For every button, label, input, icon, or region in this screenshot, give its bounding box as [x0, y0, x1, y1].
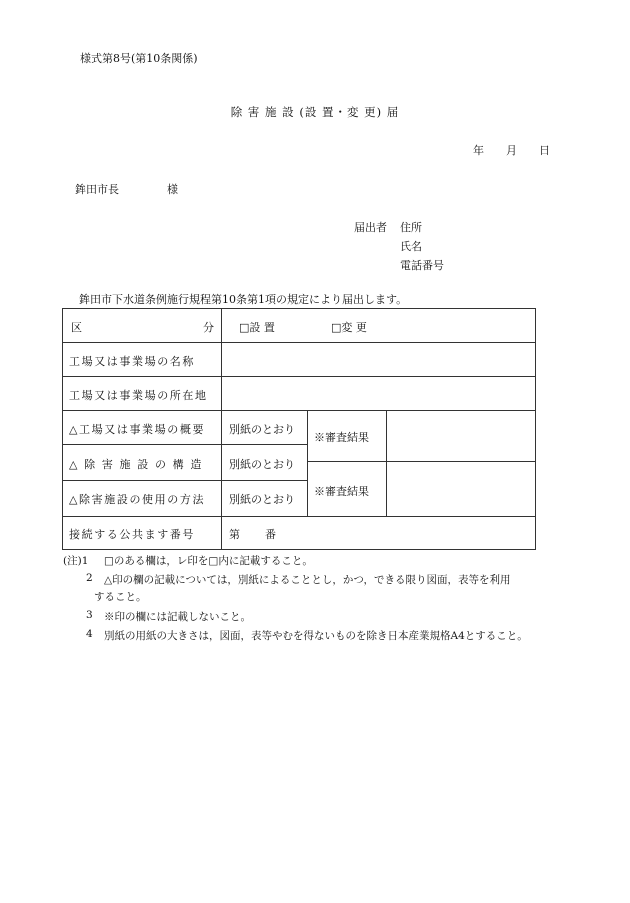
- note-4-number: 4: [86, 628, 93, 640]
- column-divider: [386, 410, 387, 516]
- note-2-number: 2: [86, 572, 93, 584]
- facility-overview-label: △工場又は事業場の概要: [69, 423, 206, 436]
- category-label-left: 区: [71, 321, 82, 334]
- date-day-label: 日: [539, 144, 550, 157]
- notes-prefix: (注)1: [63, 555, 89, 567]
- row-divider: [63, 376, 535, 377]
- row-divider: [63, 444, 307, 445]
- note-3: ※印の欄には記載しないこと。: [104, 611, 251, 623]
- note-2-line-1: △印の欄の記載については，別紙によることとし，かつ，できる限り図面，表等を利用: [104, 574, 511, 586]
- row-divider: [63, 516, 535, 517]
- overview-attached-sheet: 別紙のとおり: [229, 423, 295, 436]
- form-table: [62, 308, 536, 550]
- column-divider: [221, 309, 222, 549]
- review-result-label-2: ※審査結果: [314, 485, 369, 498]
- note-2-line-2: すること。: [94, 591, 147, 603]
- facility-location-label: 工場又は事業場の所在地: [69, 389, 208, 402]
- date-month-label: 月: [506, 144, 517, 157]
- sewer-number-prefix: 第: [229, 528, 240, 541]
- document-title: 除 害 施 設 (設 置・変 更) 届: [230, 105, 400, 119]
- column-divider: [307, 410, 308, 516]
- install-checkbox-option[interactable]: □設 置: [239, 321, 275, 334]
- change-checkbox-option[interactable]: □変 更: [331, 321, 367, 334]
- note-4: 別紙の用紙の大きさは，図面，表等やむを得ないものを除き日本産業規格A4とすること。: [104, 630, 528, 642]
- date-year-label: 年: [473, 144, 484, 157]
- facility-structure-label: △ 除 害 施 設 の 構 造: [69, 458, 203, 471]
- notifier-label: 届出者: [354, 221, 387, 234]
- structure-attached-sheet: 別紙のとおり: [229, 458, 295, 471]
- row-divider: [307, 461, 535, 462]
- review-result-label-1: ※審査結果: [314, 431, 369, 444]
- sewer-number-suffix: 番: [265, 528, 276, 541]
- form-number: 様式第8号(第10条関係): [80, 52, 198, 65]
- note-3-number: 3: [86, 609, 93, 621]
- row-divider: [63, 410, 535, 411]
- date-line: [473, 142, 550, 158]
- facility-usage-label: △除害施設の使用の方法: [69, 493, 206, 506]
- addressee-name: 鉾田市長: [75, 183, 119, 196]
- facility-name-label: 工場又は事業場の名称: [69, 355, 195, 368]
- note-1: □のある欄は，レ印を□内に記載すること。: [104, 555, 313, 567]
- notifier-phone-label: 電話番号: [400, 259, 444, 272]
- row-divider: [63, 480, 307, 481]
- usage-attached-sheet: 別紙のとおり: [229, 493, 295, 506]
- category-label-right: 分: [203, 321, 214, 334]
- notifier-address-label: 住所: [400, 221, 422, 234]
- row-divider: [63, 342, 535, 343]
- addressee: [75, 181, 178, 197]
- intro-sentence: 鉾田市下水道条例施行規程第10条第1項の規定により届出します。: [79, 293, 408, 306]
- notifier-name-label: 氏名: [400, 240, 422, 253]
- sewer-number-label: 接続する公共ます番号: [69, 528, 195, 541]
- addressee-suffix: 様: [167, 183, 178, 196]
